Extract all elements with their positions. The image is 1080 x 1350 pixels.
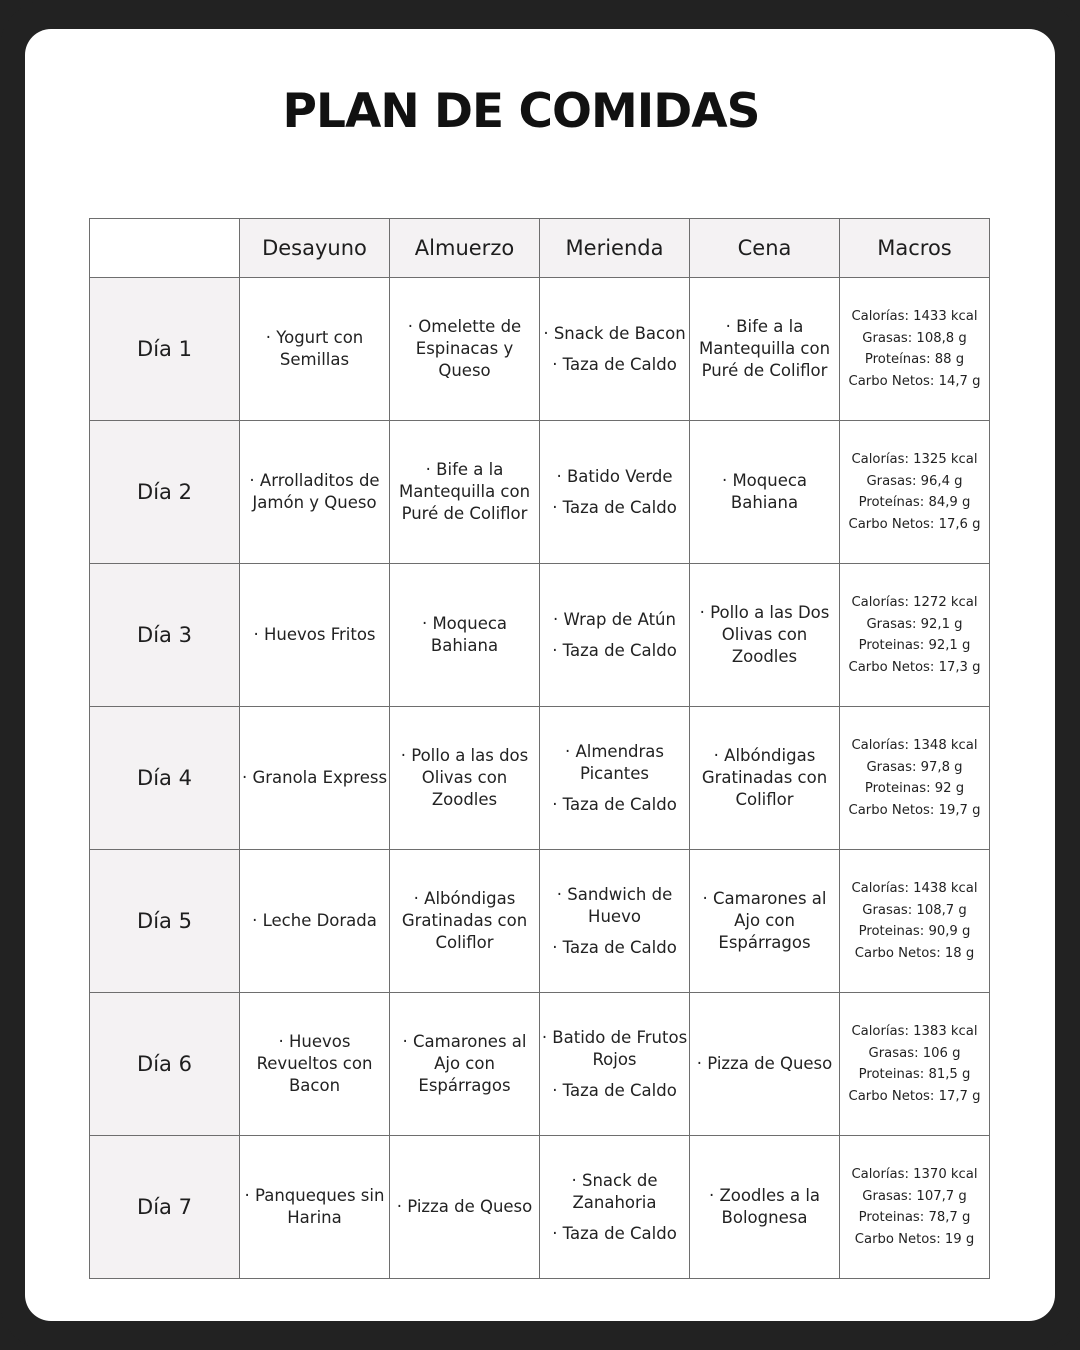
meal-item: · Bife a la Mantequilla con Puré de Coliflor [698, 317, 831, 380]
desayuno-cell [240, 564, 390, 707]
almuerzo-cell [390, 564, 540, 707]
day-label: Día 7 [90, 1136, 240, 1279]
cena-cell [690, 421, 840, 564]
macro-line: Proteinas: 78,7 g [858, 1210, 971, 1225]
meal-item: · Albóndigas Gratinadas con Coliflor [401, 889, 528, 952]
meal-item: · Omelette de Espinacas y Queso [407, 317, 522, 380]
macro-line: Calorías: 1348 kcal [851, 738, 978, 753]
meal-item: · Pizza de Queso [396, 1197, 533, 1216]
macro-line: Carbo Netos: 17,7 g [848, 1088, 981, 1104]
meal-item: · Zoodles a la Bolognesa [708, 1186, 821, 1227]
macro-line: Carbo Netos: 14,7 g [848, 373, 981, 389]
macro-line: Calorías: 1383 kcal [851, 1024, 978, 1039]
macro-line: Calorías: 1272 kcal [851, 595, 978, 610]
meal-item: · Huevos Fritos [253, 625, 376, 644]
meal-item: · Pollo a las Dos Olivas con Zoodles [699, 603, 830, 666]
table-row [90, 707, 990, 850]
desayuno-cell [240, 707, 390, 850]
macro-line: Carbo Netos: 17,6 g [848, 516, 981, 532]
macro-line: Grasas: 106 g [868, 1045, 961, 1061]
day-label: Día 1 [90, 278, 240, 421]
macro-line: Proteinas: 81,5 g [858, 1067, 971, 1082]
meal-item: · Bife a la Mantequilla con Puré de Coliflor [398, 460, 531, 523]
day-label: Día 3 [90, 564, 240, 707]
macro-line: Proteínas: 84,9 g [858, 495, 971, 510]
header-merienda: Merienda [540, 219, 690, 278]
macros-cell [840, 707, 990, 850]
macro-line: Carbo Netos: 18 g [854, 945, 975, 961]
macro-line: Carbo Netos: 17,3 g [848, 659, 981, 675]
macros-cell [840, 993, 990, 1136]
macro-line: Calorías: 1433 kcal [851, 309, 978, 324]
meal-item: · Taza de Caldo [552, 497, 677, 517]
macro-line: Calorías: 1438 kcal [851, 881, 978, 896]
cena-cell [690, 993, 840, 1136]
merienda-cell [540, 564, 690, 707]
meal-item: · Moqueca Bahiana [721, 471, 808, 512]
meal-item: · Arrolladitos de Jamón y Queso [249, 471, 380, 512]
meal-item: · Snack de Zanahoria [571, 1170, 658, 1212]
desayuno-cell [240, 421, 390, 564]
merienda-cell [540, 707, 690, 850]
macro-line: Grasas: 108,8 g [862, 330, 967, 346]
macro-line: Grasas: 97,8 g [866, 759, 963, 775]
day-label: Día 5 [90, 850, 240, 993]
meal-item: · Wrap de Atún [553, 609, 676, 629]
day-label: Día 4 [90, 707, 240, 850]
meal-item: · Moqueca Bahiana [421, 614, 508, 655]
header-cena: Cena [690, 219, 840, 278]
macro-line: Proteínas: 88 g [864, 352, 965, 367]
cena-cell [690, 850, 840, 993]
meal-item: · Batido Verde [556, 466, 673, 486]
meal-item: · Taza de Caldo [552, 1223, 677, 1243]
merienda-cell [540, 850, 690, 993]
meal-item: · Camarones al Ajo con Espárragos [702, 889, 827, 952]
meal-item: · Snack de Bacon [543, 323, 686, 343]
macros-cell [840, 850, 990, 993]
meal-item: · Taza de Caldo [552, 640, 677, 660]
almuerzo-cell [390, 993, 540, 1136]
meal-item: · Taza de Caldo [552, 937, 677, 957]
header-desayuno: Desayuno [240, 219, 390, 278]
meal-item: · Yogurt con Semillas [265, 328, 364, 369]
almuerzo-cell [390, 850, 540, 993]
meal-item: · Taza de Caldo [552, 1080, 677, 1100]
table-row [90, 421, 990, 564]
meal-item: · Camarones al Ajo con Espárragos [402, 1032, 527, 1095]
merienda-cell [540, 1136, 690, 1279]
almuerzo-cell [390, 1136, 540, 1279]
table-row [90, 278, 990, 421]
macro-line: Grasas: 108,7 g [862, 902, 967, 918]
meal-item: · Albóndigas Gratinadas con Coliflor [701, 746, 828, 809]
table-row [90, 850, 990, 993]
day-label: Día 2 [90, 421, 240, 564]
meal-item: · Taza de Caldo [552, 794, 677, 814]
macro-line: Calorías: 1325 kcal [851, 452, 978, 467]
macro-line: Carbo Netos: 19,7 g [848, 802, 981, 818]
cena-cell [690, 707, 840, 850]
merienda-cell [540, 421, 690, 564]
almuerzo-cell [390, 278, 540, 421]
macros-cell [840, 421, 990, 564]
macros-cell [840, 564, 990, 707]
table-row [90, 993, 990, 1136]
meal-item: · Taza de Caldo [552, 354, 677, 374]
meal-item: · Panqueques sin Harina [244, 1186, 385, 1227]
meal-item: · Granola Express [241, 768, 388, 787]
macros-cell [840, 1136, 990, 1279]
table-row [90, 1136, 990, 1279]
meal-item: · Sandwich de Huevo [556, 884, 673, 926]
macro-line: Proteinas: 90,9 g [858, 924, 971, 939]
header-corner [90, 219, 240, 278]
macro-line: Grasas: 107,7 g [862, 1188, 967, 1204]
day-label: Día 6 [90, 993, 240, 1136]
desayuno-cell [240, 850, 390, 993]
macro-line: Grasas: 92,1 g [866, 616, 963, 632]
almuerzo-cell [390, 421, 540, 564]
header-almuerzo: Almuerzo [390, 219, 540, 278]
page-title: PLAN DE COMIDAS [282, 84, 760, 139]
meal-item: · Batido de Frutos Rojos [541, 1027, 688, 1069]
macro-line: Proteinas: 92,1 g [858, 638, 971, 653]
meal-item: · Huevos Revueltos con Bacon [256, 1032, 373, 1095]
table-row [90, 564, 990, 707]
meal-item: · Pollo a las dos Olivas con Zoodles [400, 746, 529, 809]
merienda-cell [540, 993, 690, 1136]
meal-item: · Leche Dorada [252, 911, 377, 930]
desayuno-cell [240, 1136, 390, 1279]
cena-cell [690, 1136, 840, 1279]
macro-line: Carbo Netos: 19 g [854, 1231, 975, 1247]
meal-plan-table [89, 218, 990, 1279]
macro-line: Calorías: 1370 kcal [851, 1167, 978, 1182]
header-macros: Macros [840, 219, 990, 278]
table-header-row [90, 219, 990, 278]
desayuno-cell [240, 278, 390, 421]
cena-cell [690, 564, 840, 707]
cena-cell [690, 278, 840, 421]
macros-cell [840, 278, 990, 421]
merienda-cell [540, 278, 690, 421]
meal-item: · Almendras Picantes [564, 741, 664, 783]
desayuno-cell [240, 993, 390, 1136]
macro-line: Grasas: 96,4 g [866, 473, 963, 489]
macro-line: Proteinas: 92 g [864, 781, 965, 796]
meal-item: · Pizza de Queso [696, 1054, 833, 1073]
almuerzo-cell [390, 707, 540, 850]
